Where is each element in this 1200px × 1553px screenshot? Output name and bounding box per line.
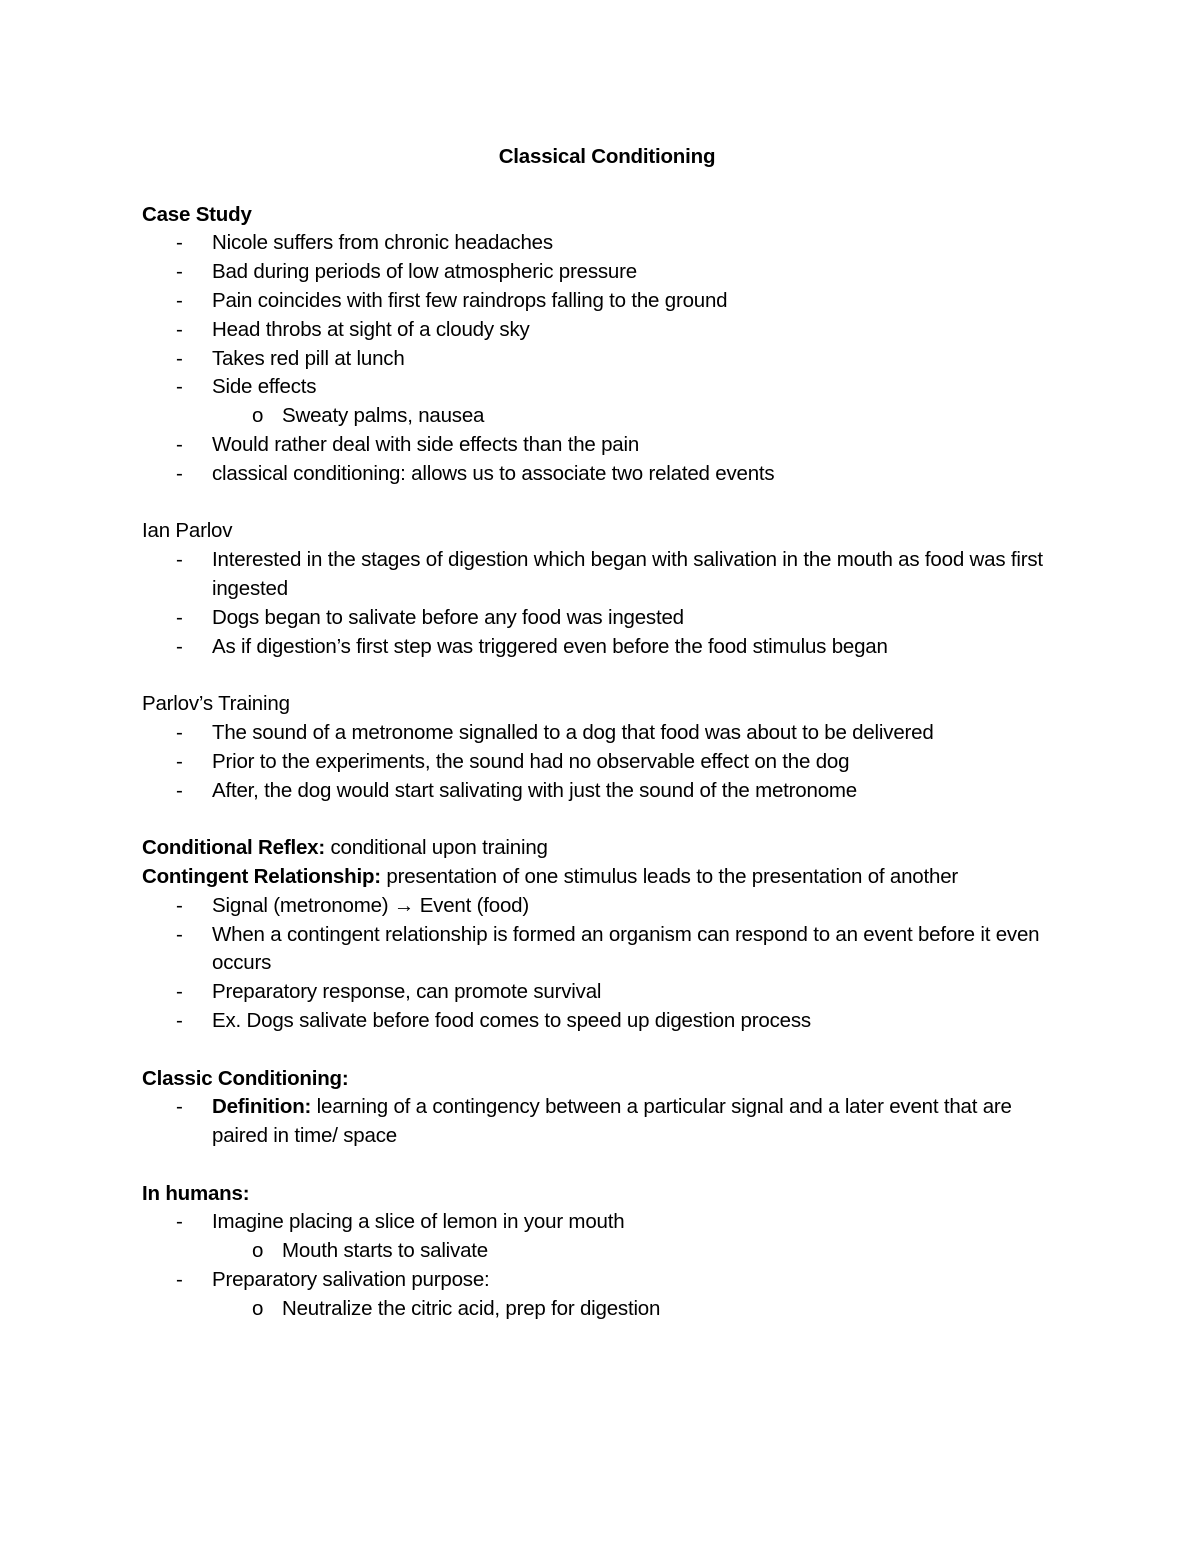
circle-marker: o bbox=[252, 1296, 264, 1320]
document-body bbox=[142, 143, 1072, 1324]
section-heading: Parlov’s Training bbox=[142, 692, 290, 716]
list-item bbox=[142, 229, 1072, 258]
list-item-text: As if digestion’s first step was triggered even before the food stimulus began bbox=[212, 634, 888, 658]
definition-term: Definition: bbox=[212, 1095, 312, 1119]
dash-marker: - bbox=[176, 1008, 183, 1032]
dash-marker: - bbox=[176, 605, 183, 629]
dash-marker: - bbox=[176, 980, 183, 1004]
list-item bbox=[142, 777, 1072, 806]
dash-marker: - bbox=[176, 922, 183, 946]
dash-marker: - bbox=[176, 778, 183, 802]
list-item-text: Interested in the stages of digestion which began with salivation in the mouth as food was first ingested bbox=[212, 548, 1043, 600]
dash-marker: - bbox=[176, 231, 183, 255]
list-item bbox=[142, 633, 1072, 662]
dash-marker: - bbox=[176, 260, 183, 284]
dash-marker: - bbox=[176, 375, 183, 399]
sub-list-item-text: Mouth starts to salivate bbox=[282, 1239, 488, 1263]
bullet-list bbox=[142, 719, 1072, 805]
section-definitions bbox=[142, 834, 1072, 1036]
dash-marker: - bbox=[176, 1268, 183, 1292]
definition-text: conditional upon training bbox=[324, 836, 548, 860]
list-item bbox=[142, 1007, 1072, 1036]
section-in-humans bbox=[142, 1180, 1072, 1324]
list-item bbox=[142, 316, 1072, 345]
list-item bbox=[142, 1266, 1072, 1324]
dash-marker: - bbox=[176, 634, 183, 658]
dash-marker: - bbox=[176, 432, 183, 456]
list-item-text: Signal (metronome) → Event (food) bbox=[212, 893, 529, 917]
definition-text: learning of a contingency between a particular signal and a later event that are paired in time/ space bbox=[212, 1095, 1012, 1148]
list-item-text: Prior to the experiments, the sound had no observable effect on the dog bbox=[212, 749, 850, 773]
bullet-list bbox=[142, 1208, 1072, 1323]
list-item bbox=[142, 1208, 1072, 1266]
definition-contingent-relationship bbox=[142, 863, 1072, 892]
definition-term: Conditional Reflex: bbox=[142, 836, 325, 860]
dash-marker: - bbox=[176, 749, 183, 773]
list-item-text: Would rather deal with side effects than the pain bbox=[212, 432, 640, 456]
section-parlov-training bbox=[142, 690, 1072, 805]
circle-marker: o bbox=[252, 1239, 264, 1263]
list-item-text: Ex. Dogs salivate before food comes to speed up digestion process bbox=[212, 1008, 811, 1032]
list-item-text: Dogs began to salivate before any food was ingested bbox=[212, 605, 684, 629]
list-item-text: Nicole suffers from chronic headaches bbox=[212, 231, 553, 255]
dash-marker: - bbox=[176, 548, 183, 572]
sub-list-item bbox=[142, 1295, 1072, 1324]
definition-text: presentation of one stimulus leads to the presentation of another bbox=[380, 864, 959, 888]
dash-marker: - bbox=[176, 288, 183, 312]
list-item bbox=[142, 719, 1072, 748]
list-item bbox=[142, 546, 1072, 604]
definition-term: Contingent Relationship: bbox=[142, 864, 381, 888]
sub-bullet-list bbox=[212, 1295, 1072, 1324]
list-item-text: When a contingent relationship is formed an organism can respond to an event before it even occurs bbox=[212, 922, 1040, 975]
dash-marker: - bbox=[176, 720, 183, 744]
list-item-text: Head throbs at sight of a cloudy sky bbox=[212, 317, 530, 341]
list-item bbox=[142, 1093, 1072, 1151]
list-item bbox=[142, 345, 1072, 374]
bullet-list bbox=[142, 1093, 1072, 1151]
list-item-text: classical conditioning: allows us to associate two related events bbox=[212, 461, 775, 485]
sub-bullet-list bbox=[212, 402, 1072, 431]
list-item-text: Bad during periods of low atmospheric pressure bbox=[212, 260, 637, 284]
definition-conditional-reflex bbox=[142, 834, 1072, 863]
list-item-text: After, the dog would start salivating with just the sound of the metronome bbox=[212, 778, 857, 802]
list-item bbox=[142, 892, 1072, 921]
section-heading: Case Study bbox=[142, 202, 252, 226]
dash-marker: - bbox=[176, 346, 183, 370]
section-ian-parlov bbox=[142, 517, 1072, 661]
bullet-list bbox=[142, 546, 1072, 661]
list-item-text: Preparatory salivation purpose: bbox=[212, 1268, 490, 1292]
section-heading: Classic Conditioning: bbox=[142, 1066, 349, 1090]
list-item-text: Side effects bbox=[212, 375, 317, 399]
dash-marker: - bbox=[176, 1095, 183, 1119]
dash-marker: - bbox=[176, 1210, 183, 1234]
sub-list-item-text: Neutralize the citric acid, prep for digestion bbox=[282, 1296, 661, 1320]
section-classic-conditioning bbox=[142, 1065, 1072, 1151]
list-item-text: The sound of a metronome signalled to a dog that food was about to be delivered bbox=[212, 720, 934, 744]
bullet-list bbox=[142, 229, 1072, 488]
sub-list-item-text: Sweaty palms, nausea bbox=[282, 404, 485, 428]
dash-marker: - bbox=[176, 317, 183, 341]
document-title: Classical Conditioning bbox=[498, 145, 716, 168]
list-item bbox=[142, 287, 1072, 316]
list-item-text: Pain coincides with first few raindrops falling to the ground bbox=[212, 288, 728, 312]
section-heading: In humans: bbox=[142, 1181, 250, 1205]
list-item bbox=[142, 921, 1072, 979]
list-item bbox=[142, 373, 1072, 431]
sub-bullet-list bbox=[212, 1237, 1072, 1266]
list-item bbox=[142, 258, 1072, 287]
list-item bbox=[142, 431, 1072, 460]
bullet-list bbox=[142, 892, 1072, 1036]
dash-marker: - bbox=[176, 893, 183, 917]
section-heading: Ian Parlov bbox=[142, 519, 233, 543]
sub-list-item bbox=[142, 1237, 1072, 1266]
dash-marker: - bbox=[176, 461, 183, 485]
list-item-text: Preparatory response, can promote survival bbox=[212, 980, 602, 1004]
list-item bbox=[142, 748, 1072, 777]
list-item bbox=[142, 978, 1072, 1007]
list-item bbox=[142, 460, 1072, 489]
sub-list-item bbox=[142, 402, 1072, 431]
list-item bbox=[142, 604, 1072, 633]
list-item-text: Takes red pill at lunch bbox=[212, 346, 405, 370]
section-case-study bbox=[142, 201, 1072, 489]
circle-marker: o bbox=[252, 404, 264, 428]
list-item-text: Imagine placing a slice of lemon in your mouth bbox=[212, 1210, 625, 1234]
